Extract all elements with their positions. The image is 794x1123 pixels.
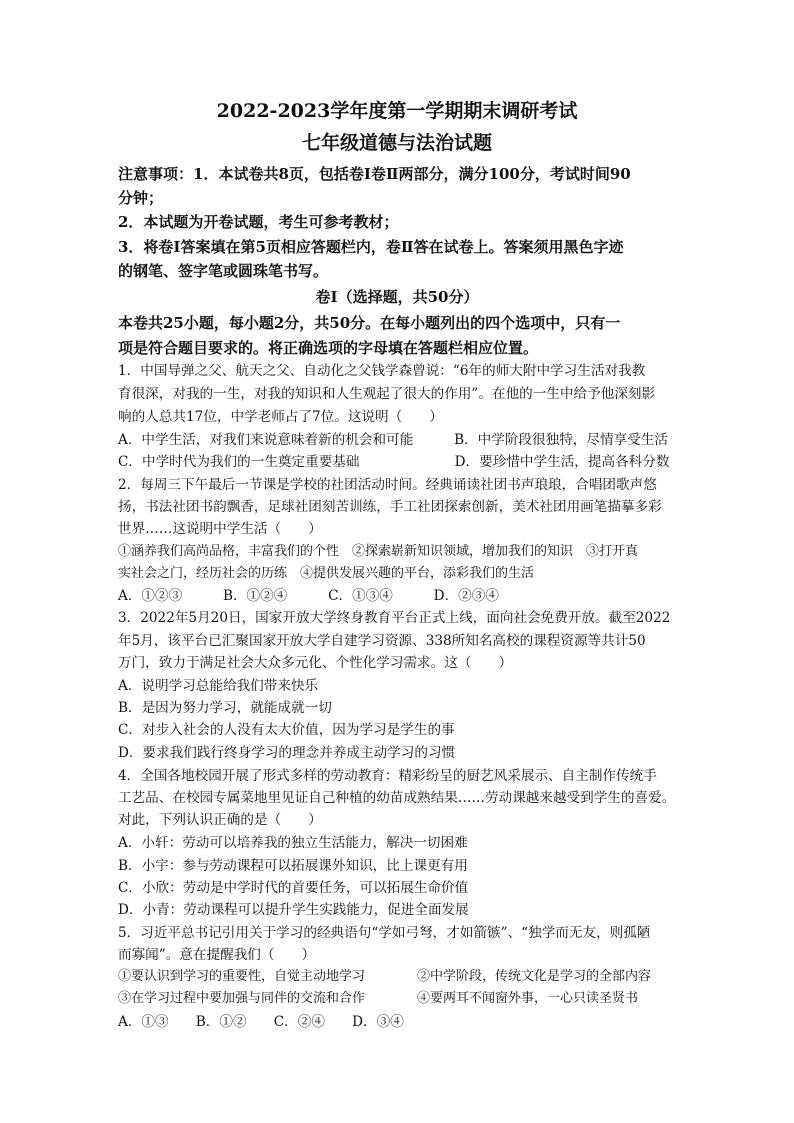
q5-options: A．①③ B．①② C．②④ D．③④ (118, 1014, 404, 1030)
q4-option-b: B．小宇：参与劳动课程可以拓展课外知识，比上课更有用 (118, 858, 468, 874)
q1-stem-1: 1．中国导弹之父、航天之父、自动化之父钱学森曾说：“6年的师大附中学习生活对我教 (118, 363, 646, 379)
section-intro-2: 项是符合题目要求的。将正确选项的字母填在答题栏相应位置。 (118, 339, 539, 357)
q2-stem-3: 世界……这说明中学生活（ ） (118, 521, 322, 537)
q2-options: A．①②③ B．①②④ C．①③④ D．②③④ (118, 588, 499, 604)
q1-option-cd: C．中学时代为我们的一生奠定重要基础 D．要珍惜中学生活，提高各科分数 (118, 454, 670, 470)
q2-stem-2: 扬，书法社团书韵飘香，足球社团刻苦训练，手工社团探索创新，美术社团用画笔描摹多彩 (118, 499, 662, 515)
q3-option-a: A．说明学习总能给我们带来快乐 (118, 678, 319, 694)
q3-option-d: D．要求我们践行终身学习的理念并养成主动学习的习惯 (118, 745, 456, 761)
notice-line-2: 分钟； (118, 189, 164, 207)
q3-stem-1: 3．2022年5月20日，国家开放大学终身教育平台正式上线，面向社会免费开放。截至2022 (118, 610, 671, 626)
q1-stem-3: 响的人总共17位，中学老师占了7位。这说明（ ） (118, 409, 444, 425)
q1-option-ab: A．中学生活，对我们来说意味着新的机会和可能 B．中学阶段很独特，尽情享受生活 (118, 432, 668, 448)
exam-subtitle: 七年级道德与法治试题 (301, 132, 492, 154)
q4-stem-1: 4．全国各地校园开展了形式多样的劳动教育：精彩纷呈的厨艺风采展示、自主制作传统手 (118, 768, 657, 784)
q5-statement-2: ③在学习过程中要加强与同伴的交流和合作 ④要两耳不闻窗外事，一心只读圣贤书 (118, 991, 639, 1006)
q5-stem-2: 而寡闻”。意在提醒我们（ ） (118, 947, 316, 963)
notice-line-1: 注意事项：1．本试卷共8页，包括卷Ⅰ卷Ⅱ两部分，满分100分，考试时间90 (118, 165, 631, 183)
q1-stem-2: 育很深，对我的一生，对我的知识和人生观起了很大的作用”。在他的一生中给予他深刻影 (118, 386, 656, 402)
q4-option-d: D．小青：劳动课程可以提升学生实践能力，促进全面发展 (118, 902, 469, 918)
exam-title: 2022-2023学年度第一学期期末调研考试 (216, 100, 578, 122)
q4-stem-2: 工艺品、在校园专属菜地里见证自己种植的幼苗成熟结果……劳动课越来越受到学生的喜爱。 (118, 790, 676, 806)
q4-option-c: C．小欣：劳动是中学时代的首要任务，可以拓展生命价值 (118, 880, 469, 896)
notice-line-5: 的钢笔、签字笔或圆珠笔书写。 (118, 262, 329, 280)
q3-option-b: B．是因为努力学习，就能成就一切 (118, 700, 332, 716)
q5-stem-1: 5．习近平总书记引用关于学习的经典语句“学如弓弩，才如箭镞”、“独学而无友，则孤陋 (118, 925, 651, 941)
q2-statement-2: 实社会之门，经历社会的历练 ④提供发展兴趣的平台，添彩我们的生活 (118, 566, 535, 581)
q2-statement-1: ①涵养我们高尚品格，丰富我们的个性 ②探索崭新知识领域，增加我们的知识 ③打开真 (118, 544, 639, 559)
notice-line-4: 3．将卷Ⅰ答案填在第5页相应答题栏内，卷Ⅱ答在试卷上。答案须用黑色字迹 (118, 238, 624, 256)
notice-line-3: 2．本试题为开卷试题，考生可参考教材； (118, 213, 399, 231)
q4-stem-3: 对此，下列认识正确的是（ ） (118, 812, 322, 828)
q3-stem-2: 年5月，该平台已汇聚国家开放大学自建学习资源、338所知名高校的课程资源等共计50 (118, 633, 646, 649)
section-intro-1: 本卷共25小题，每小题2分，共50分。在每小题列出的四个选项中，只有一 (118, 314, 621, 332)
q3-option-c: C．对步入社会的人没有太大价值，因为学习是学生的事 (118, 722, 455, 738)
q2-stem-1: 2．每周三下午最后一节课是学校的社团活动时间。经典诵读社团书声琅琅，合唱团歌声悠 (118, 477, 657, 493)
q4-option-a: A．小轩：劳动可以培养我的独立生活能力，解决一切困难 (118, 835, 468, 851)
q3-stem-3: 万门，致力于满足社会大众多元化、个性化学习需求。这（ ） (118, 655, 513, 671)
q5-statement-1: ①要认识到学习的重要性，自觉主动地学习 ②中学阶段，传统文化是学习的全部内容 (118, 969, 652, 984)
section-title: 卷Ⅰ（选择题，共50分） (315, 288, 479, 306)
